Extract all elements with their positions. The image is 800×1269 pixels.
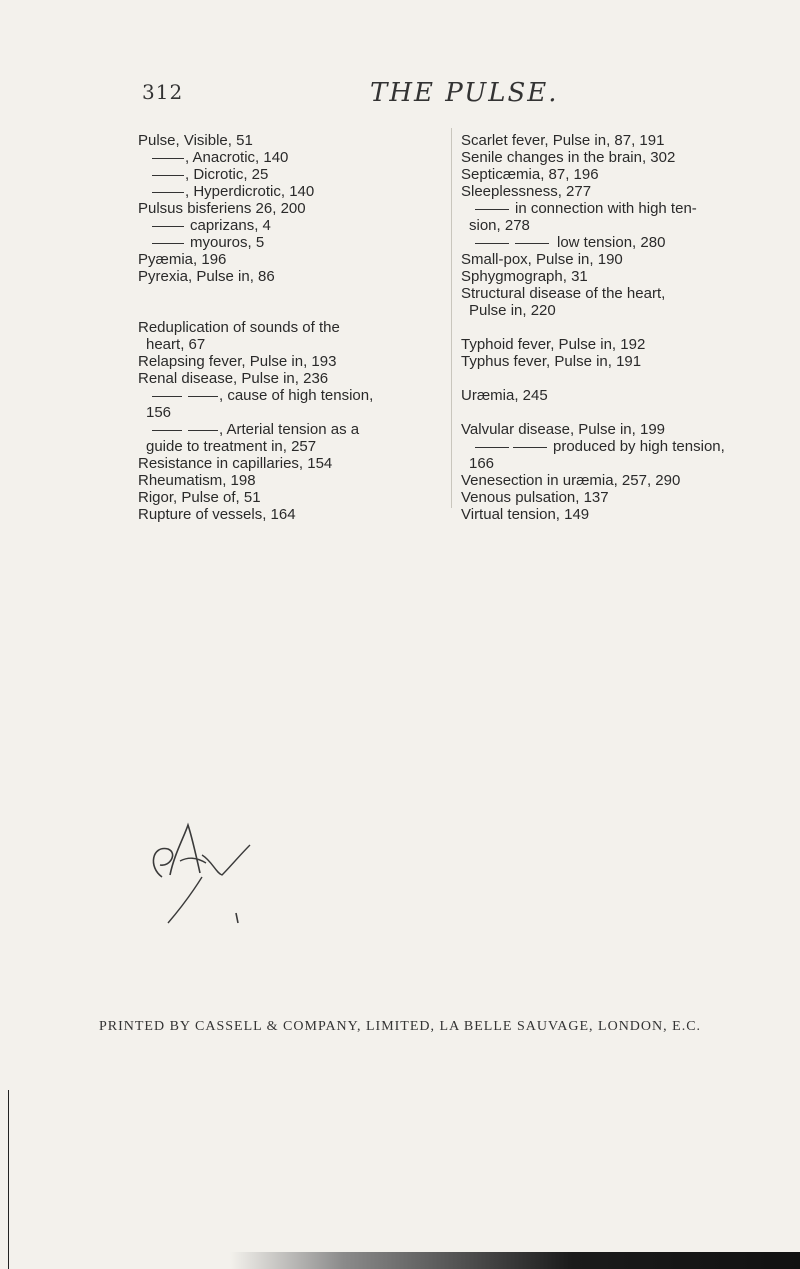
index-entry: Rheumatism, 198	[138, 472, 256, 489]
index-entry: , Anacrotic, 140	[138, 149, 438, 166]
index-entry: , Arterial tension as a	[138, 421, 438, 438]
index-entry: Pulse in, 220	[469, 302, 556, 319]
index-entry: Sleeplessness, 277	[461, 183, 592, 200]
index-left-column	[138, 132, 438, 523]
index-entry: Pulsus bisferiens 26, 200	[138, 200, 306, 217]
index-entry: Scarlet fever, Pulse in, 87, 191	[461, 132, 665, 149]
index-entry: , Hyperdicrotic, 140	[138, 183, 438, 200]
index-entry: Senile changes in the brain, 302	[461, 149, 676, 166]
page-header	[0, 80, 800, 110]
index-entry: guide to treatment in, 257	[146, 438, 317, 455]
handwritten-mark	[140, 815, 290, 939]
index-entry: sion, 278	[469, 217, 530, 234]
index-entry: Pulse, Visible, 51	[138, 132, 253, 149]
index-entry: Venesection in uræmia, 257, 290	[461, 472, 681, 489]
index-entry: Venous pulsation, 137	[461, 489, 609, 506]
index-entry: Relapsing fever, Pulse in, 193	[138, 353, 337, 370]
index-right-column	[461, 132, 786, 523]
index-entry: Septicæmia, 87, 196	[461, 166, 599, 183]
index-entry: heart, 67	[146, 336, 206, 353]
index-entry: Valvular disease, Pulse in, 199	[461, 421, 666, 438]
index-entry: Rupture of vessels, 164	[138, 506, 296, 523]
index-entry: 156	[146, 404, 172, 421]
index-entry: Typhoid fever, Pulse in, 192	[461, 336, 646, 353]
index-entry: Rigor, Pulse of, 51	[138, 489, 261, 506]
index-entry: Uræmia, 245	[461, 387, 548, 404]
index-entry: , Dicrotic, 25	[138, 166, 438, 183]
index-entry: Resistance in capillaries, 154	[138, 455, 333, 472]
index-entry: Renal disease, Pulse in, 236	[138, 370, 329, 387]
index-entry: 166	[469, 455, 495, 472]
index-entry: Virtual tension, 149	[461, 506, 590, 523]
page-edge-line	[8, 1090, 9, 1269]
index-entry: Sphygmograph, 31	[461, 268, 588, 285]
index-entry: , cause of high tension,	[138, 387, 438, 404]
scan-bottom-strip	[230, 1252, 800, 1269]
page-number: 312	[142, 80, 184, 104]
index-entry: low tension, 280	[461, 234, 786, 251]
index-entry: produced by high tension,	[461, 438, 786, 455]
index-entry: myouros, 5	[138, 234, 438, 251]
index-entry: Typhus fever, Pulse in, 191	[461, 353, 642, 370]
index-entry: in connection with high ten-	[461, 200, 786, 217]
index-entry: Pyrexia, Pulse in, 86	[138, 268, 275, 285]
column-divider	[451, 128, 452, 508]
printer-imprint: PRINTED BY CASSELL & COMPANY, LIMITED, LA BELLE SAUVAGE, LONDON, E.C.	[98, 1019, 702, 1034]
index-entry: Reduplication of sounds of the	[138, 319, 340, 336]
index-entry: Small-pox, Pulse in, 190	[461, 251, 623, 268]
running-title: THE PULSE.	[370, 78, 559, 108]
index-entry: Pyæmia, 196	[138, 251, 227, 268]
index-entry: Structural disease of the heart,	[461, 285, 666, 302]
index-entry: caprizans, 4	[138, 217, 438, 234]
